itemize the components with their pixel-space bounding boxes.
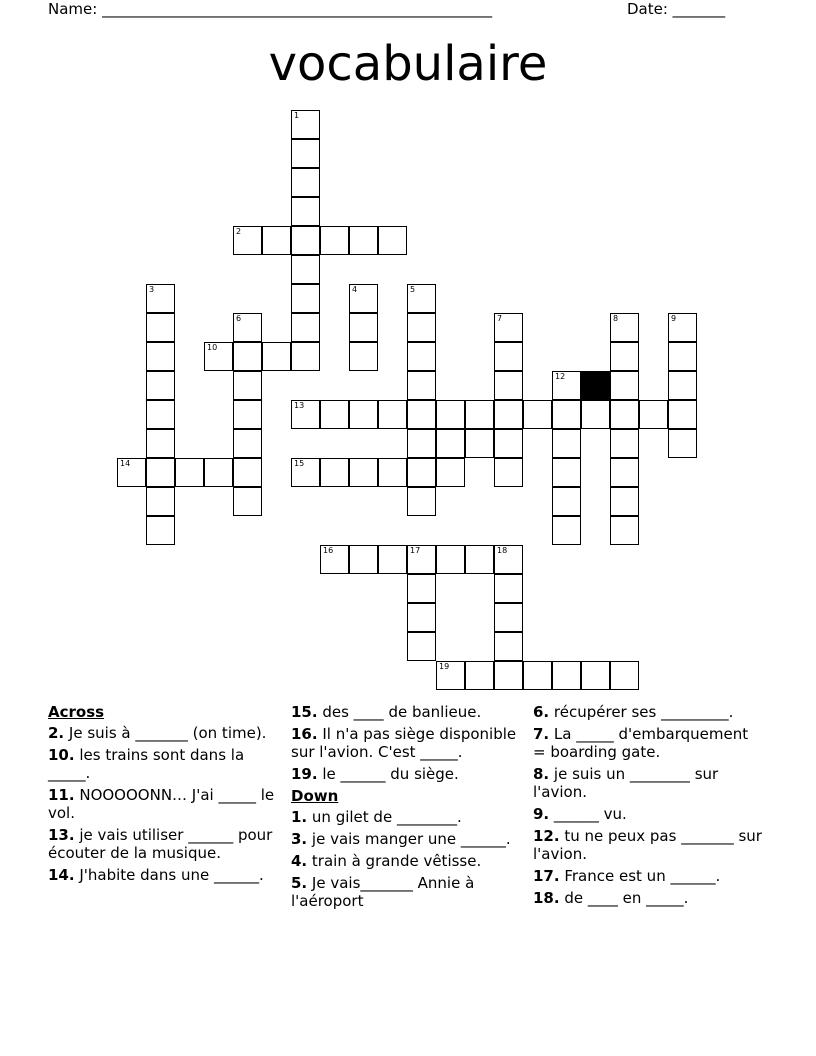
clue [291,765,527,783]
clue-number: 7. [533,725,550,743]
clue [48,746,276,782]
cell-number: 13 [294,401,305,410]
clue-number: 1. [291,808,308,826]
clue [533,765,763,801]
clues-column-2 [291,703,527,914]
crossword-cell[interactable] [349,313,378,342]
cell-number: 3 [149,285,155,294]
clue-text: ______ vu. [549,805,627,823]
crossword-cell[interactable] [552,516,581,545]
cell-number: 6 [236,314,242,323]
crossword-cell[interactable] [581,400,610,429]
clue-text: récupérer ses _________. [549,703,734,721]
clue-text: train à grande vêtisse. [307,852,482,870]
clue [533,805,763,823]
crossword-cell[interactable] [320,545,349,574]
crossword-cell[interactable] [146,371,175,400]
clue [291,852,527,870]
down-heading: Down [291,787,339,805]
crossword-cell[interactable] [610,371,639,400]
crossword-cell[interactable] [146,400,175,429]
clue-text: le ______ du siège. [317,765,459,783]
clue-number: 13. [48,826,75,844]
crossword-cell[interactable] [552,458,581,487]
cell-number: 4 [352,285,358,294]
across-heading: Across [48,703,105,721]
crossword-cell[interactable] [494,603,523,632]
crossword-cell[interactable] [552,661,581,690]
cell-number: 1 [294,111,300,120]
crossword-cell[interactable] [233,458,262,487]
crossword-cell[interactable] [610,342,639,371]
crossword-cell[interactable] [291,255,320,284]
crossword-cell[interactable] [146,516,175,545]
crossword-cell[interactable] [291,313,320,342]
clues-column-3 [533,703,763,911]
crossword-cell[interactable] [668,400,697,429]
clue-number: 8. [533,765,550,783]
crossword-cell[interactable] [291,284,320,313]
crossword-cell[interactable] [291,168,320,197]
crossword-cell[interactable] [407,487,436,516]
crossword-cell[interactable] [552,371,581,400]
cell-number: 17 [410,546,421,555]
crossword-cell[interactable] [465,429,494,458]
clue-number: 19. [291,765,318,783]
cell-number: 12 [555,372,566,381]
crossword-cell[interactable] [610,429,639,458]
crossword-cell[interactable] [610,487,639,516]
crossword-cell[interactable] [349,458,378,487]
clue [291,725,527,761]
clue-number: 11. [48,786,75,804]
clue-number: 6. [533,703,550,721]
crossword-cell[interactable] [233,400,262,429]
crossword-cell[interactable] [610,516,639,545]
crossword-cell[interactable] [407,429,436,458]
crossword-cell[interactable] [523,661,552,690]
clue [291,703,527,721]
crossword-cell[interactable] [639,400,668,429]
cell-number: 2 [236,227,242,236]
clue-number: 9. [533,805,550,823]
crossword-cell[interactable] [233,371,262,400]
crossword-cell[interactable] [436,429,465,458]
crossword-cell[interactable] [436,545,465,574]
clue-number: 17. [533,867,560,885]
crossword-cell[interactable] [494,313,523,342]
clue-text: Il n'a pas siège disponible sur l'avion. C'est _____. [291,725,517,761]
clue-text: je suis un ________ sur l'avion. [533,765,719,801]
clue-text: je vais utiliser ______ pour écouter de la musique. [48,826,273,862]
clue [291,830,527,848]
clue-number: 16. [291,725,318,743]
crossword-cell[interactable] [291,139,320,168]
crossword-cell[interactable] [407,371,436,400]
crossword-cell[interactable] [233,487,262,516]
clue-text: La _____ d'embarquement = boarding gate. [533,725,749,761]
crossword-cell[interactable] [494,400,523,429]
crossword-cell[interactable] [233,342,262,371]
clue-text: un gilet de ________. [307,808,462,826]
crossword-cell[interactable] [494,429,523,458]
crossword-cell[interactable] [378,400,407,429]
crossword-cell[interactable] [407,574,436,603]
crossword-cell[interactable] [378,458,407,487]
crossword-cell[interactable] [436,400,465,429]
crossword-cell[interactable] [146,313,175,342]
date-field[interactable]: Date: _______ [627,0,726,18]
crossword-cell[interactable] [291,197,320,226]
crossword-cell[interactable] [581,661,610,690]
name-field[interactable]: Name: ____________________________________________________ [48,0,493,18]
page-title: vocabulaire [268,36,548,92]
crossword-cell[interactable] [407,632,436,661]
clue-text: de ____ en _____. [559,889,689,907]
cell-number: 15 [294,459,305,468]
crossword-cell[interactable] [610,400,639,429]
clue [48,826,276,862]
crossword-cell[interactable] [320,226,349,255]
crossword-cell[interactable] [407,313,436,342]
clue-text: je vais manger une ______. [307,830,511,848]
clue-text: tu ne peux pas _______ sur l'avion. [533,827,762,863]
crossword-cell[interactable] [291,458,320,487]
clue [48,724,276,742]
crossword-cell[interactable] [349,545,378,574]
clue-number: 18. [533,889,560,907]
cell-number: 7 [497,314,503,323]
cell-number: 10 [207,343,218,352]
crossword-cell[interactable] [146,342,175,371]
clue [533,867,763,885]
crossword-cell[interactable] [494,574,523,603]
crossword-cell[interactable] [494,545,523,574]
crossword-cell[interactable] [146,429,175,458]
crossword-cell[interactable] [349,284,378,313]
crossword-cell[interactable] [494,661,523,690]
crossword-cell[interactable] [349,226,378,255]
cell-number: 5 [410,285,416,294]
crossword-cell[interactable] [204,458,233,487]
clue [533,827,763,863]
crossword-cell[interactable] [233,429,262,458]
crossword-cell[interactable] [291,400,320,429]
clue-text: J'habite dans une ______. [74,866,264,884]
clue-number: 10. [48,746,75,764]
clue-number: 14. [48,866,75,884]
crossword-cell[interactable] [668,313,697,342]
clue [533,703,763,721]
crossword-cell[interactable] [494,371,523,400]
crossword-cell[interactable] [291,342,320,371]
crossword-cell[interactable] [146,487,175,516]
crossword-cell[interactable] [175,458,204,487]
crossword-cell[interactable] [291,226,320,255]
clue-number: 2. [48,724,65,742]
crossword-cell[interactable] [465,545,494,574]
crossword-cell[interactable] [262,342,291,371]
crossword-cell[interactable] [262,226,291,255]
crossword-cell[interactable] [494,632,523,661]
crossword-cell[interactable] [610,313,639,342]
crossword-cell[interactable] [436,661,465,690]
clue-number: 15. [291,703,318,721]
clue-text: des ____ de banlieue. [317,703,482,721]
crossword-cell[interactable] [407,342,436,371]
crossword-cell[interactable] [494,458,523,487]
clue [291,874,527,910]
clue-text: Je suis à _______ (on time). [64,724,267,742]
crossword-cell[interactable] [291,110,320,139]
crossword-cell[interactable] [465,661,494,690]
crossword-cell[interactable] [320,400,349,429]
crossword-cell[interactable] [407,603,436,632]
crossword-cell[interactable] [668,429,697,458]
crossword-cell[interactable] [523,400,552,429]
crossword-cell[interactable] [320,458,349,487]
crossword-cell[interactable] [465,400,494,429]
crossword-cell[interactable] [552,429,581,458]
crossword-cell[interactable] [378,545,407,574]
crossword-cell[interactable] [552,487,581,516]
crossword-cell[interactable] [552,400,581,429]
crossword-cell[interactable] [407,284,436,313]
crossword-cell[interactable] [610,661,639,690]
cell-number: 14 [120,459,131,468]
crossword-cell[interactable] [204,342,233,371]
clue-number: 3. [291,830,308,848]
clue [291,808,527,826]
crossword-cell[interactable] [349,342,378,371]
cell-number: 9 [671,314,677,323]
cell-number: 8 [613,314,619,323]
clue [48,866,276,884]
cell-number: 19 [439,662,450,671]
clue [533,889,763,907]
crossword-cell[interactable] [407,400,436,429]
clue [48,786,276,822]
crossword-cell[interactable] [146,284,175,313]
crossword-cell[interactable] [378,226,407,255]
clue [533,725,763,761]
crossword-cell[interactable] [610,458,639,487]
clues-column-1 [48,703,276,888]
crossword-cell[interactable] [233,313,262,342]
clue-number: 12. [533,827,560,845]
crossword-cell[interactable] [233,226,262,255]
black-square [581,371,610,400]
crossword-cell[interactable] [407,545,436,574]
cell-number: 16 [323,546,334,555]
cell-number: 18 [497,546,508,555]
clue-text: les trains sont dans la _____. [48,746,245,782]
crossword-cell[interactable] [668,371,697,400]
clue-text: France est un ______. [559,867,721,885]
crossword-cell[interactable] [436,458,465,487]
clue-number: 5. [291,874,308,892]
crossword-cell[interactable] [349,400,378,429]
crossword-cell[interactable] [117,458,146,487]
crossword-cell[interactable] [407,458,436,487]
crossword-cell[interactable] [668,342,697,371]
clue-text: NOOOOONN… J'ai _____ le vol. [48,786,275,822]
crossword-cell[interactable] [494,342,523,371]
clue-number: 4. [291,852,308,870]
crossword-cell[interactable] [146,458,175,487]
clue-text: Je vais_______ Annie à l'aéroport [291,874,475,910]
